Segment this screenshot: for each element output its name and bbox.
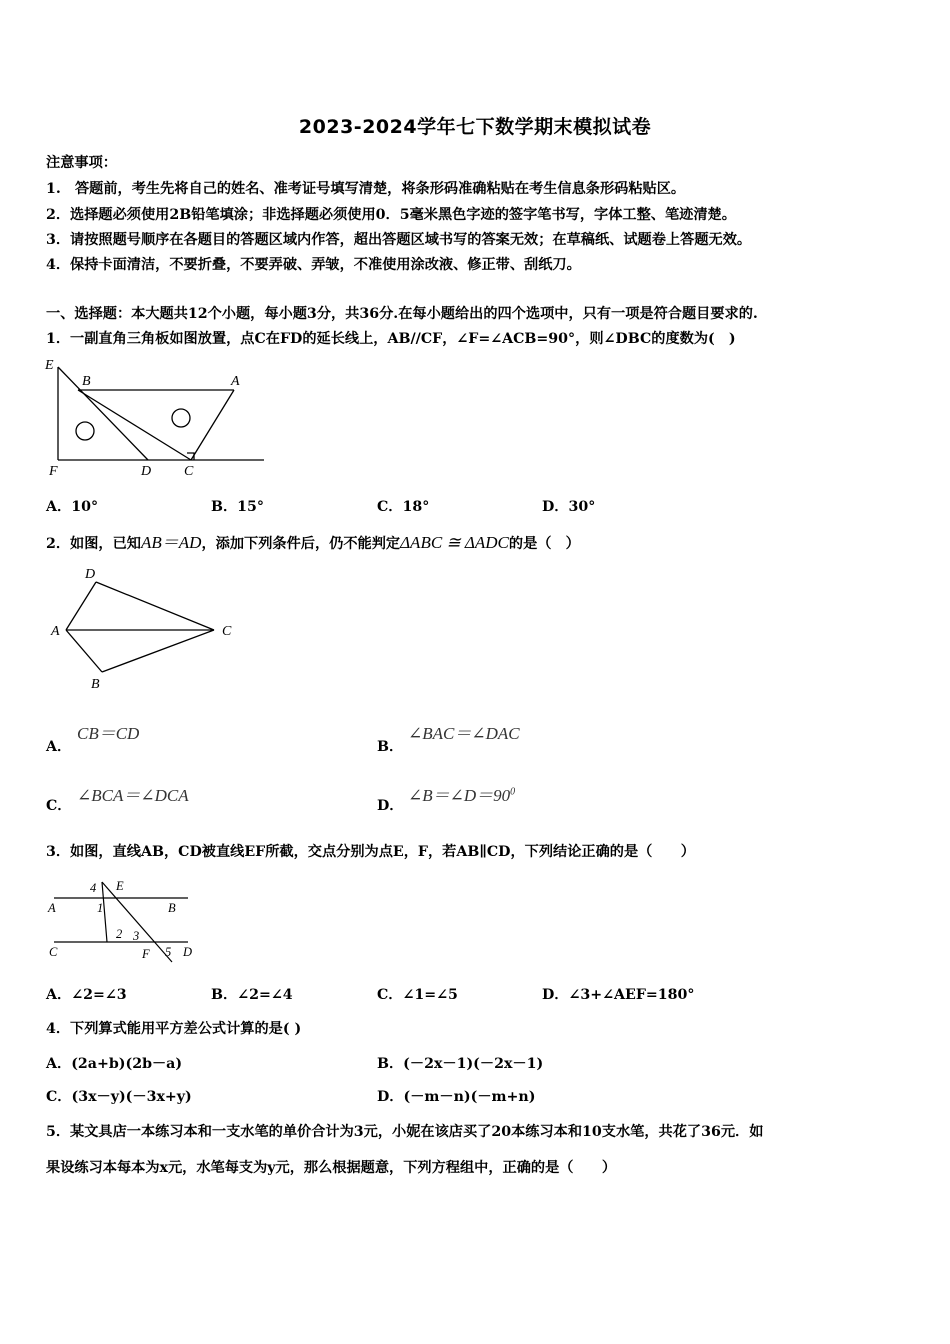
q2-stem-mid: ，添加下列条件后，仍不能判定: [201, 536, 401, 552]
page-title: 2023-2024学年七下数学期末模拟试卷: [298, 116, 652, 138]
q3-label-b: B: [168, 901, 176, 915]
q4-option-a[interactable]: A．(2a+b)(2b－a): [46, 1056, 183, 1072]
q3-option-b[interactable]: B．∠2=∠4: [211, 987, 293, 1003]
q2-label-c: C: [222, 624, 232, 639]
q2-figure: [48, 562, 248, 694]
q4-stem: 4．下列算式能用平方差公式计算的是( ): [46, 1021, 302, 1037]
q2-option-d-sup: 0: [510, 786, 516, 798]
q2-option-d-text: ∠B＝∠D＝90: [408, 786, 511, 805]
q2-stem: [46, 528, 580, 553]
q4-option-b[interactable]: B．(－2x－1)(－2x－1): [377, 1056, 544, 1072]
q1-label-e: E: [45, 358, 54, 373]
q3-label-4: 4: [90, 881, 97, 895]
q2-option-d-letter[interactable]: D．: [377, 798, 404, 814]
q3-label-d: D: [183, 945, 193, 959]
q1-label-d: D: [141, 464, 152, 479]
q3-label-1: 1: [97, 901, 104, 915]
q1-label-a: A: [231, 374, 240, 389]
q2-option-c-letter[interactable]: C．: [46, 798, 72, 814]
q2-option-b[interactable]: ∠BAC＝∠DAC: [408, 724, 520, 743]
notice-item-1: 1. 答题前，考生先将自己的姓名、准考证号填写清楚，将条形码准确粘贴在考生信息条形码粘贴区。: [46, 181, 686, 197]
q2-label-a: A: [51, 624, 60, 639]
q2-stem-pre: 2．如图，已知: [46, 536, 141, 552]
q1-stem: 1．一副直角三角板如图放置，点C在FD的延长线上，AB//CF，∠F=∠ACB=90°，则∠DBC的度数为( ): [46, 331, 736, 347]
q1-option-a[interactable]: A．10°: [46, 499, 99, 515]
q3-label-f: F: [142, 947, 150, 961]
q3-stem: 3．如图，直线AB，CD被直线EF所截，交点分别为点E，F，若AB∥CD，下列结论正确的是（ ）: [46, 844, 695, 860]
q3-figure: [44, 874, 204, 970]
q1-label-b: B: [82, 374, 91, 389]
q3-option-d[interactable]: D．∠3+∠AEF=180°: [542, 987, 695, 1003]
q5-stem-line-2: 果设练习本每本为x元，水笔每支为y元，那么根据题意，下列方程组中，正确的是（ ）: [46, 1160, 617, 1176]
q5-stem-line-1: 5．某文具店一本练习本和一支水笔的单价合计为3元，小妮在该店买了20本练习本和10支水笔，共花了36元．如: [46, 1124, 764, 1140]
q3-label-2: 2: [116, 927, 123, 941]
notice-item-3: 3．请按照题号顺序在各题目的答题区域内作答，超出答题区域书写的答案无效；在草稿纸、试题卷上答题无效。: [46, 232, 752, 248]
notice-item-4: 4．保持卡面清洁，不要折叠，不要弄破、弄皱，不准使用涂改液、修正带、刮纸刀。: [46, 257, 581, 273]
q1-option-b[interactable]: B．15°: [211, 499, 265, 515]
q1-option-d[interactable]: D．30°: [542, 499, 596, 515]
q3-label-c: C: [49, 945, 58, 959]
q2-label-b: B: [91, 677, 100, 692]
q1-label-c: C: [184, 464, 194, 479]
q2-option-c[interactable]: ∠BCA＝∠DCA: [77, 786, 189, 805]
q3-label-e: E: [116, 879, 124, 893]
q3-option-a[interactable]: A．∠2=∠3: [46, 987, 127, 1003]
q3-label-5: 5: [165, 945, 172, 959]
q4-option-d[interactable]: D．(－m－n)(－m+n): [377, 1089, 536, 1105]
q2-stem-post: 的是（ ）: [508, 536, 580, 552]
q2-label-d: D: [85, 567, 96, 582]
q3-label-a: A: [48, 901, 56, 915]
q3-option-c[interactable]: C．∠1=∠5: [377, 987, 458, 1003]
q3-label-3: 3: [133, 929, 140, 943]
q2-option-b-letter[interactable]: B．: [377, 739, 404, 755]
q2-stem-math-2: ΔABC ≅ ΔADC: [400, 533, 509, 552]
q2-stem-math-1: AB＝AD: [141, 533, 202, 552]
q1-option-c[interactable]: C．18°: [377, 499, 430, 515]
q2-option-a-letter[interactable]: A．: [46, 739, 72, 755]
q1-label-f: F: [49, 464, 58, 479]
notice-item-2: 2．选择题必须使用2B铅笔填涂；非选择题必须使用0．5毫米黑色字迹的签字笔书写，字体工整、笔迹清楚。: [46, 207, 736, 223]
q1-figure: [44, 354, 270, 480]
section-heading: 一、选择题：本大题共12个小题，每小题3分，共36分.在每小题给出的四个选项中，只有一项是符合题目要求的.: [46, 306, 758, 322]
q2-option-d[interactable]: [408, 781, 515, 806]
notice-heading: 注意事项：: [46, 155, 117, 171]
q4-option-c[interactable]: C．(3x－y)(－3x+y): [46, 1089, 192, 1105]
q2-option-a[interactable]: CB＝CD: [77, 724, 140, 743]
